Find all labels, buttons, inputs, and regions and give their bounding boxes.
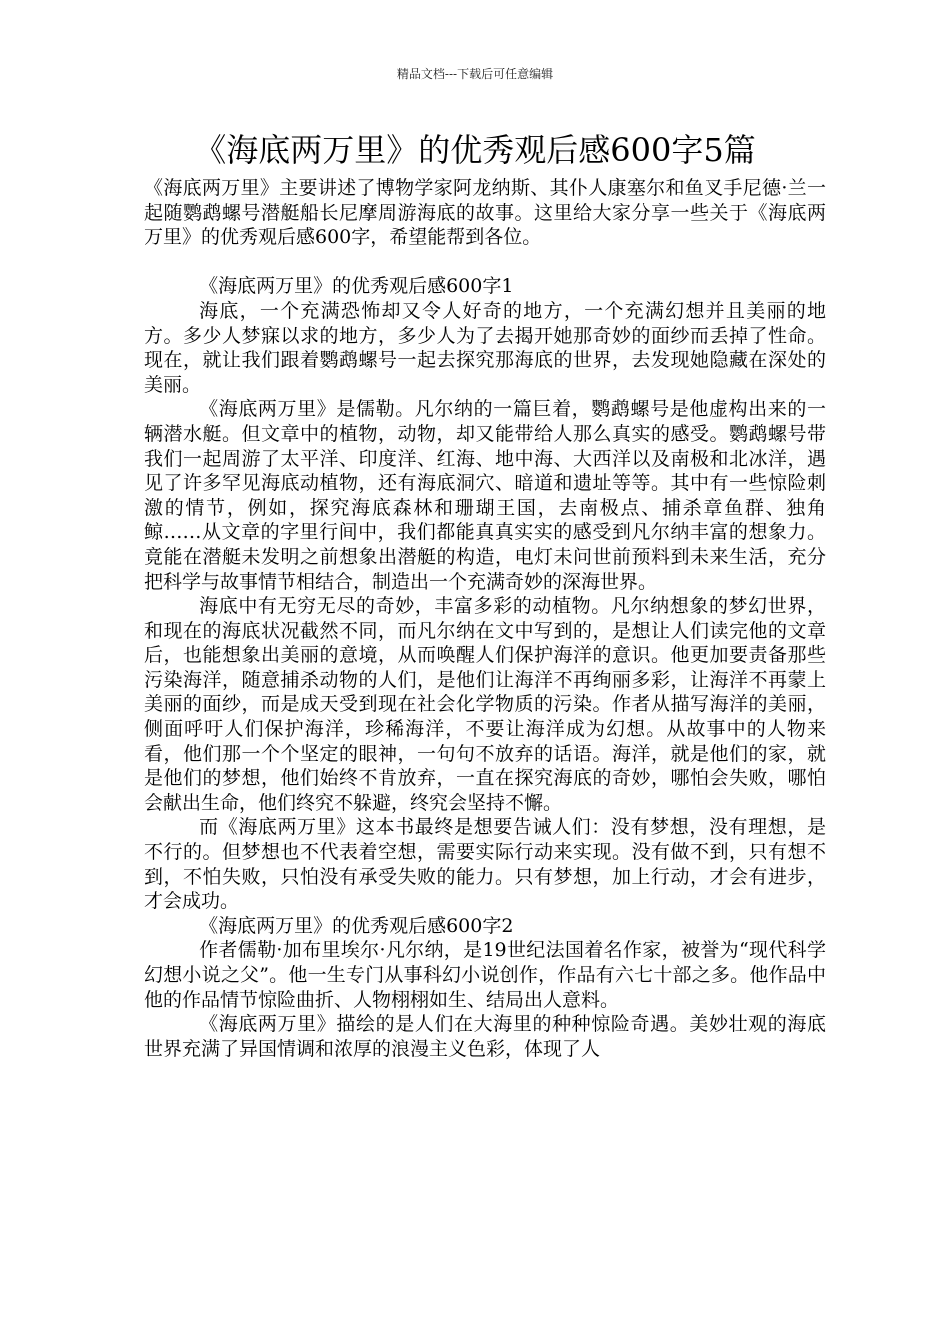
section-heading: 《海底两万里》的优秀观后感600字2: [199, 914, 514, 937]
body-paragraph: 《海底两万里》是儒勒。凡尔纳的一篇巨着，鹦鹉螺号是他虚构出来的一辆潜水艇。但文章中的植物，动物，却又能带给人那么真实的感受。鹦鹉螺号带我们一起周游了太平洋、印度洋、红海、地中海、大西洋以及南极和北冰洋，遇见了许多罕见海底动植物，还有海底洞穴、暗道和遗址等等。其中有一些惊险刺激的情节，例如，探究海底森林和珊瑚王国，去南极点、捕杀章鱼群、独角鲸……从文章的字里行间中，我们都能真真实实的感受到凡尔纳丰富的想象力。竟能在潜艇未发明之前想象出潜艇的构造，电灯未问世前预料到未来生活，充分把科学与故事情节相结合，制造出一个充满奇妙的深海世界。: [144, 398, 826, 593]
body-paragraph: 海底中有无穷无尽的奇妙，丰富多彩的动植物。凡尔纳想象的梦幻世界，和现在的海底状况截然不同，而凡尔纳在文中写到的，是想让人们读完他的文章后，也能想象出美丽的意境，从而唤醒人们保护海洋的意识。他更加要责备那些污染海洋，随意捕杀动物的人们，是他们让海洋不再绚丽多彩，让海洋不再蒙上美丽的面纱，而是成天受到现在社会化学物质的污染。作者从描写海洋的美丽，侧面呼吁人们保护海洋，珍稀海洋，不要让海洋成为幻想。从故事中的人物来看，他们那一个个坚定的眼神，一句句不放弃的话语。海洋，就是他们的家，就是他们的梦想，他们始终不肯放弃，一直在探究海底的奇妙，哪怕会失败，哪怕会献出生命，他们终究不躲避，终究会坚持不懈。: [144, 595, 826, 814]
body-paragraph: 《海底两万里》描绘的是人们在大海里的种种惊险奇遇。美妙壮观的海底世界充满了异国情调和浓厚的浪漫主义色彩，体现了人: [144, 1013, 826, 1060]
intro-paragraph: 《海底两万里》主要讲述了博物学家阿龙纳斯、其仆人康塞尔和鱼叉手尼德·兰一起随鹦鹉螺号潜艇船长尼摩周游海底的故事。这里给大家分享一些关于《海底两万里》的优秀观后感600字，希望能帮到各位。: [144, 177, 826, 249]
document-body: [144, 176, 826, 1061]
body-paragraph: 而《海底两万里》这本书最终是想要告诫人们：没有梦想，没有理想，是不行的。但梦想也不代表着空想，需要实际行动来实现。没有做不到，只有想不到，不怕失败，只怕没有承受失败的能力。只有梦想，加上行动，才会有进步，才会成功。: [144, 816, 826, 913]
page-header: 精品文档---下载后可任意编辑: [396, 67, 554, 81]
body-paragraph: 海底，一个充满恐怖却又令人好奇的地方，一个充满幻想并且美丽的地方。多少人梦寐以求的地方，多少人为了去揭开她那奇妙的面纱而丢掉了性命。现在，就让我们跟着鹦鹉螺号一起去探究那海底的世界，去发现她隐藏在深处的美丽。: [144, 299, 826, 396]
body-paragraph: 作者儒勒·加布里埃尔·凡尔纳，是19世纪法国着名作家，被誉为“现代科学幻想小说之父”。他一生专门从事科幻小说创作，作品有六七十部之多。他作品中他的作品情节惊险曲折、人物栩栩如生、结局出人意料。: [144, 939, 826, 1011]
document-title: 《海底两万里》的优秀观后感600字5篇: [194, 131, 756, 169]
section-heading: 《海底两万里》的优秀观后感600字1: [199, 275, 514, 298]
